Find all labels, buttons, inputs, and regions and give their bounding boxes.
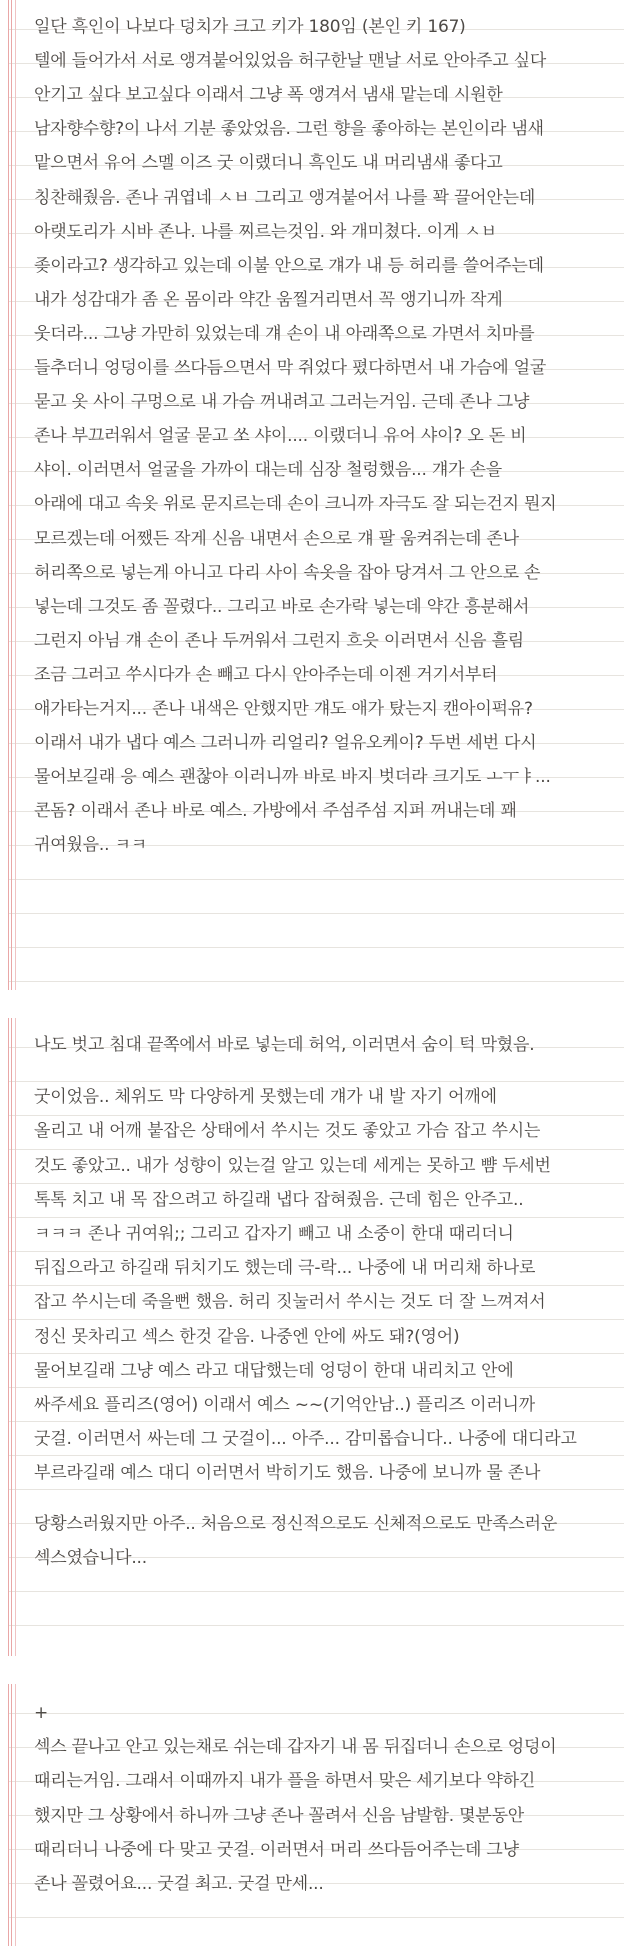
text-line: 때리더니 나중에 다 맞고 굿걸. 이러면서 머리 쓰다듬어주는데 그냥 xyxy=(34,1839,519,1860)
text-line: 좆이라고? 생각하고 있는데 이불 안으로 걔가 내 등 허리를 쓸어주는데 xyxy=(34,255,544,276)
text-line: 칭찬해줬음. 존나 귀엽네 ㅅㅂ 그리고 앵겨붙어서 나를 꽉 끌어안는데 xyxy=(34,187,536,208)
text-line: 콘돔? 이래서 존나 바로 예스. 가방에서 주섬주섬 지퍼 꺼내는데 꽤 xyxy=(34,801,517,822)
text-line: 남자향수향?이 나서 기분 좋았었음. 그런 향을 좋아하는 본인이라 냄새 xyxy=(34,119,544,140)
text-line: 굿이었음.. 체위도 막 다양하게 못했는데 걔가 내 발 자기 어깨에 xyxy=(34,1087,497,1108)
text-line: 맡으면서 유어 스멜 이즈 굿 이랬더니 흑인도 내 머리냄새 좋다고 xyxy=(34,153,503,174)
text-line: 잡고 쑤시는데 죽을뻔 했음. 허리 짓눌러서 쑤시는 것도 더 잘 느껴져서 xyxy=(34,1292,546,1313)
text-line: 아래에 대고 속옷 위로 문지르는데 손이 크니까 자극도 잘 되는건지 뭔지 xyxy=(34,494,557,515)
text-line: 아랫도리가 시바 존나. 나를 찌르는것임. 와 개미쳤다. 이게 ㅅㅂ xyxy=(34,221,497,242)
text-line: 텔에 들어가서 서로 앵겨붙어있었음 허구한날 맨날 서로 안아주고 싶다 xyxy=(34,51,547,72)
text-line: 싸주세요 플리즈(영어) 이래서 예스 ~~(기억안남..) 플리즈 이러니까 xyxy=(34,1395,535,1415)
memo-section-3 xyxy=(8,1684,624,1946)
text-line: 묻고 옷 사이 구멍으로 내 가슴 꺼내려고 그러는거임. 근데 존나 그냥 xyxy=(34,392,530,413)
text-line: 섹스 끝나고 안고 있는채로 쉬는데 갑자기 내 몸 뒤집더니 손으로 엉덩이 xyxy=(34,1737,557,1758)
text-line: 존나 부끄러워서 얼굴 묻고 쏘 샤이.... 이랬더니 유어 샤이? 오 돈 비 xyxy=(34,426,527,447)
memo-section-1 xyxy=(8,0,624,990)
text-line: 허리쪽으로 넣는게 아니고 다리 사이 속옷을 잡아 당겨서 그 안으로 손 xyxy=(34,562,541,583)
text-line: 웃더라... 그냥 가만히 있었는데 걔 손이 내 아래쪽으로 가면서 치마를 xyxy=(34,323,535,344)
text-line: 정신 못차리고 섹스 한것 같음. 나중엔 안에 싸도 돼?(영어) xyxy=(34,1326,460,1347)
text-line: + xyxy=(34,1703,49,1723)
text-line: 존나 꼴렸어요... 굿걸 최고. 굿걸 만세... xyxy=(34,1874,324,1894)
text-line: 굿걸. 이러면서 싸는데 그 굿걸이... 아주... 감미롭습니다.. 나중에 대디라고 xyxy=(34,1429,577,1450)
text-line: 톡톡 치고 내 목 잡으려고 하길래 냅다 잡혀줬음. 근데 힘은 안주고.. xyxy=(34,1189,524,1210)
text-line: 애가타는거지... 존나 내색은 안했지만 걔도 애가 탔는지 캔아이퍽유? xyxy=(34,699,533,719)
text-line: 내가 성감대가 좀 온 몸이라 약간 움찔거리면서 꼭 앵기니까 작게 xyxy=(34,289,503,310)
text-line: 당황스러웠지만 아주.. 처음으로 정신적으로도 신체적으로도 만족스러운 xyxy=(34,1513,558,1534)
text-line: 들추더니 엉덩이를 쓰다듬으면서 막 쥐었다 폈다하면서 내 가슴에 얼굴 xyxy=(34,358,547,378)
text-line: 올리고 내 어깨 붙잡은 상태에서 쑤시는 것도 좋았고 가슴 잡고 쑤시는 xyxy=(34,1121,541,1142)
text-line: 것도 좋았고.. 내가 성향이 있는걸 알고 있는데 세게는 못하고 뺨 두세번 xyxy=(34,1155,551,1176)
text-line: 부르라길래 예스 대디 이러면서 박히기도 했음. 나중에 보니까 물 존나 xyxy=(34,1463,541,1484)
text-line: 물어보길래 그냥 예스 라고 대답했는데 엉덩이 한대 내리치고 안에 xyxy=(34,1360,514,1381)
text-line: 일단 흑인이 나보다 덩치가 크고 키가 180임 (본인 키 167) xyxy=(34,17,466,37)
memo-section-2 xyxy=(8,1018,624,1656)
text-line: 모르겠는데 어쨌든 작게 신음 내면서 손으로 걔 팔 움켜쥐는데 존나 xyxy=(34,528,519,549)
text-line: 때리는거임. 그래서 이때까지 내가 플을 하면서 맞은 세기보다 약하긴 xyxy=(34,1771,536,1792)
text-line: 안기고 싶다 보고싶다 이래서 그냥 폭 앵겨서 냄새 맡는데 시원한 xyxy=(34,85,503,106)
text-line: 샤이. 이러면서 얼굴을 가까이 대는데 심장 철렁했음... 걔가 손을 xyxy=(34,460,502,481)
text-line: 했지만 그 상황에서 하니까 그냥 존나 꼴려서 신음 남발함. 몇분동안 xyxy=(34,1805,525,1826)
text-line: 귀여웠음.. ㅋㅋ xyxy=(34,835,147,856)
text-line: 뒤집으라고 하길래 뒤치기도 했는데 극-락... 나중에 내 머리채 하나로 xyxy=(34,1258,536,1279)
text-line: 조금 그러고 쑤시다가 손 빼고 다시 안아주는데 이젠 거기서부터 xyxy=(34,664,498,685)
text-line: 섹스였습니다... xyxy=(34,1547,147,1568)
text-line: 그런지 아님 걔 손이 존나 두꺼워서 그런지 흐읏 이러면서 신음 흘림 xyxy=(34,630,525,651)
text-line: ㅋㅋㅋ 존나 귀여워;; 그리고 갑자기 빼고 내 소중이 한대 때리더니 xyxy=(34,1224,514,1244)
text-line: 이래서 내가 냅다 예스 그러니까 리얼리? 얼유오케이? 두번 세번 다시 xyxy=(34,733,537,754)
text-line: 물어보길래 응 예스 괜찮아 이러니까 바로 바지 벗더라 크기도 ㅗㅜㅑ... xyxy=(34,767,551,788)
text-line: 넣는데 그것도 좀 꼴렸다.. 그리고 바로 손가락 넣는데 약간 흥분해서 xyxy=(34,596,530,617)
text-line: 나도 벗고 침대 끝쪽에서 바로 넣는데 허억, 이러면서 숨이 턱 막혔음. xyxy=(34,1035,535,1055)
